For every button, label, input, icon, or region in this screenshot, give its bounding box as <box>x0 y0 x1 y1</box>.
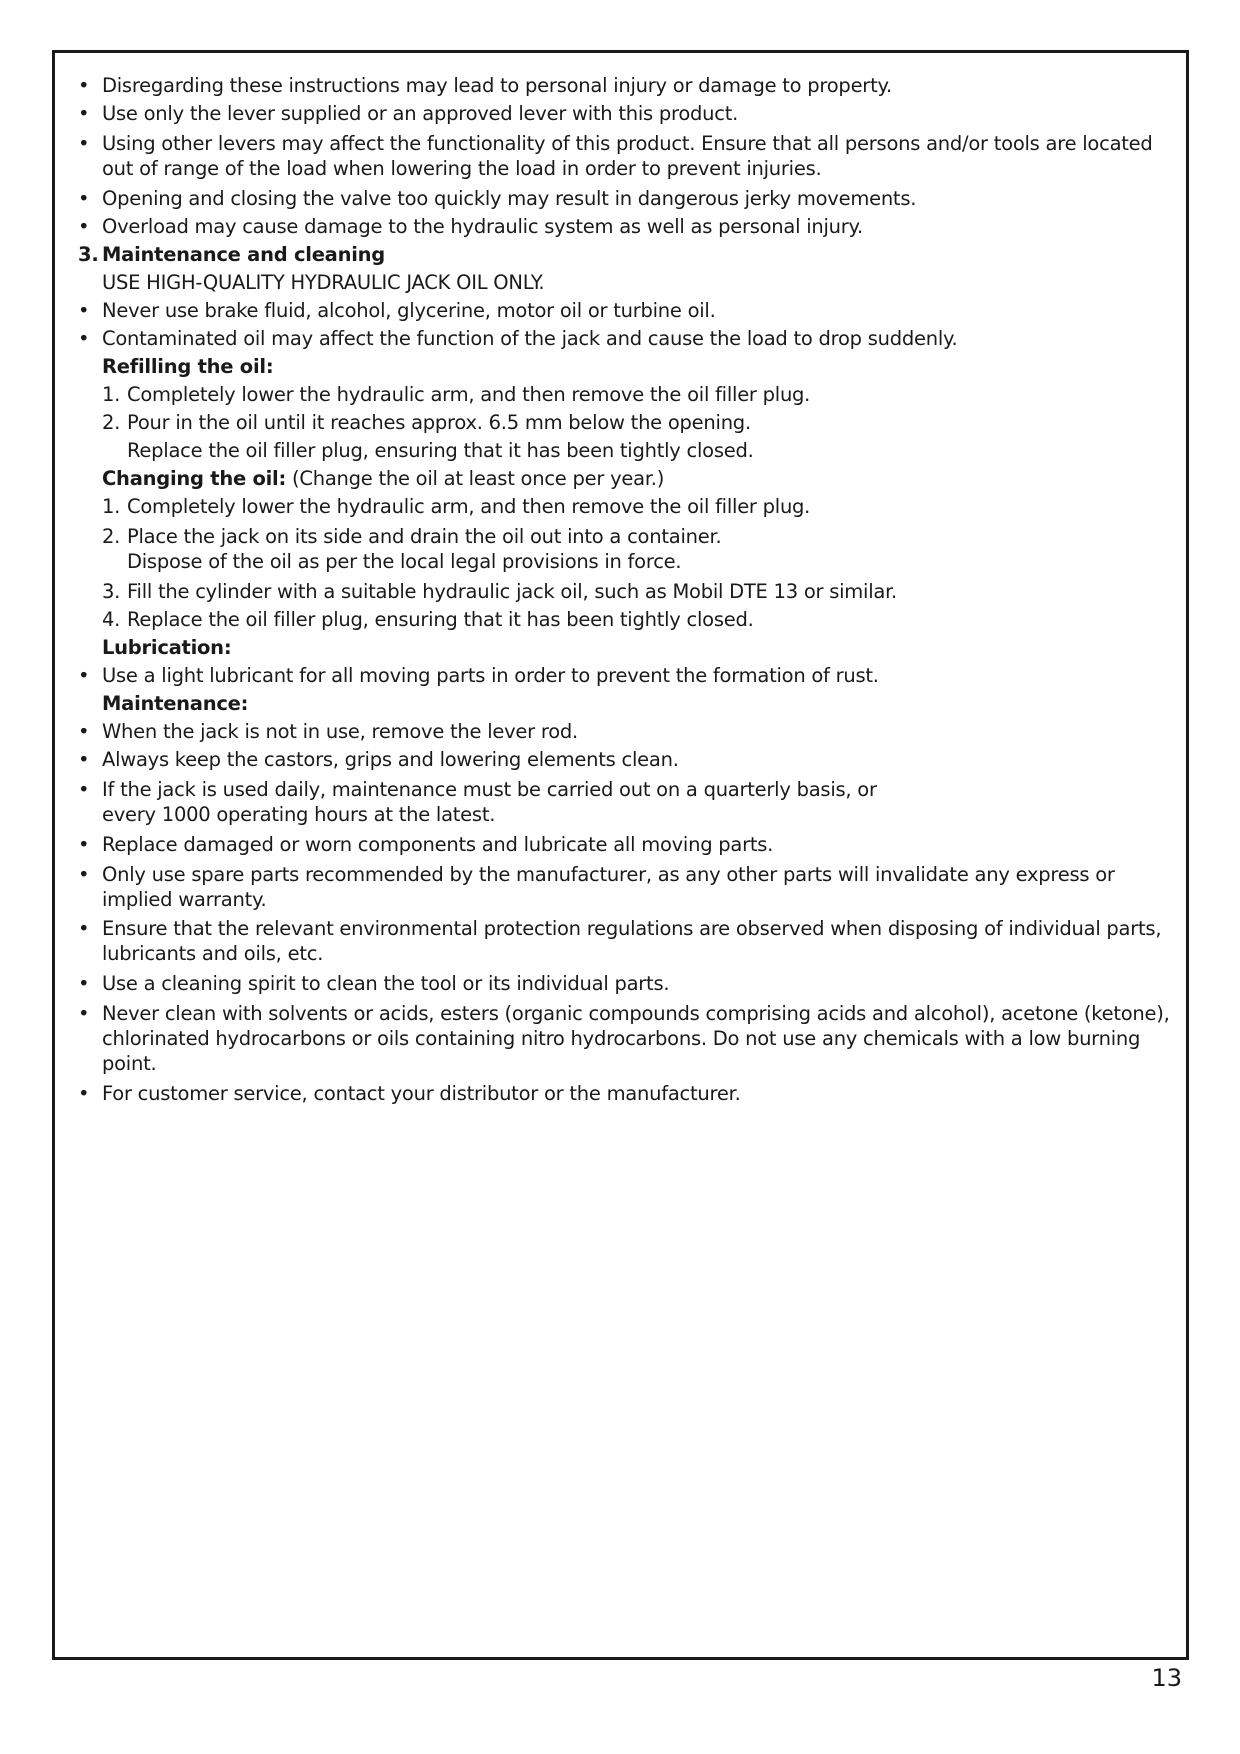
numbered-step <box>73 524 1173 549</box>
list-item-text: Contaminated oil may affect the function of the jack and cause the load to drop suddenly. <box>102 327 958 350</box>
list-item <box>73 100 1173 128</box>
list-item-text: Disregarding these instructions may lead to personal injury or damage to property. <box>102 74 892 97</box>
bullet-dot: • <box>78 778 90 801</box>
bullet-dot: • <box>78 187 90 210</box>
step-continuation: Replace the oil filler plug, ensuring that it has been tightly closed. <box>127 439 754 462</box>
numbered-step <box>73 409 1173 437</box>
bullet-dot: • <box>78 1002 90 1025</box>
step-number: 3. <box>102 580 121 603</box>
step-text: Place the jack on its side and drain the oil out into a container. <box>127 525 722 548</box>
bullet-dot: • <box>78 917 90 940</box>
bullet-dot: • <box>78 664 90 687</box>
list-item <box>73 1080 1173 1108</box>
list-item-text: Only use spare parts recommended by the manufacturer, as any other parts will invalidate any express or implied warranty. <box>102 863 1115 911</box>
list-item-text: If the jack is used daily, maintenance must be carried out on a quarterly basis, or every 1000 operating hours at the latest. <box>102 778 877 826</box>
list-item-text: Opening and closing the valve too quickly may result in dangerous jerky movements. <box>102 187 917 210</box>
list-item <box>73 916 1173 966</box>
bullet-dot: • <box>78 863 90 886</box>
changing-heading-line <box>73 465 1173 493</box>
list-item <box>73 662 1173 690</box>
list-item <box>73 185 1173 213</box>
list-item-text: Never use brake fluid, alcohol, glycerine, motor oil or turbine oil. <box>102 299 716 322</box>
maintenance-heading: Maintenance: <box>102 692 249 715</box>
bullet-dot: • <box>78 132 90 155</box>
step-text: Pour in the oil until it reaches approx. 6.5 mm below the opening. <box>127 411 751 434</box>
bullet-dot: • <box>78 102 90 125</box>
numbered-step <box>73 493 1173 521</box>
list-item <box>73 777 1173 827</box>
step-text: Replace the oil filler plug, ensuring that it has been tightly closed. <box>127 608 754 631</box>
bullet-dot: • <box>78 833 90 856</box>
step-number: 2. <box>102 411 121 434</box>
bullet-dot: • <box>78 748 90 771</box>
numbered-step <box>73 578 1173 606</box>
list-item-text: Using other levers may affect the functionality of this product. Ensure that all persons and/or tools are located out of range of the load when lowering the load in order to prevent injuries. <box>102 132 1153 180</box>
list-item <box>73 72 1173 100</box>
step-text: Completely lower the hydraulic arm, and then remove the oil filler plug. <box>127 383 811 406</box>
list-item-text: Never clean with solvents or acids, esters (organic compounds comprising acids and alcohol), acetone (ketone), chlorinated hydrocarbons or oils containing nitro hydrocarbons. Do not use any chemicals with a low burning point. <box>102 1002 1170 1075</box>
step-number: 1. <box>102 495 121 518</box>
changing-note: (Change the oil at least once per year.) <box>286 467 665 490</box>
list-item-text: Ensure that the relevant environmental protection regulations are observed when disposing of individual parts, lubricants and oils, etc. <box>102 917 1162 965</box>
list-item <box>73 297 1173 325</box>
page-number: 13 <box>1151 1664 1182 1692</box>
section-number: 3. <box>78 243 99 266</box>
list-item <box>73 718 1173 746</box>
list-item <box>73 970 1173 998</box>
list-item <box>73 862 1173 912</box>
section-heading <box>73 241 1173 269</box>
list-item-text: When the jack is not in use, remove the lever rod. <box>102 720 578 743</box>
list-item-text: For customer service, contact your distributor or the manufacturer. <box>102 1082 741 1105</box>
bullet-dot: • <box>78 327 90 350</box>
list-item <box>73 131 1173 181</box>
bullet-dot: • <box>78 215 90 238</box>
list-item <box>73 213 1173 241</box>
step-number: 4. <box>102 608 121 631</box>
page-content <box>73 72 1173 1108</box>
list-item-text: Always keep the castors, grips and lowering elements clean. <box>102 748 679 771</box>
list-item-text: Overload may cause damage to the hydraulic system as well as personal injury. <box>102 215 863 238</box>
step-text: Completely lower the hydraulic arm, and then remove the oil filler plug. <box>127 495 811 518</box>
changing-heading: Changing the oil: <box>102 467 287 490</box>
bullet-dot: • <box>78 720 90 743</box>
step-number: 1. <box>102 383 121 406</box>
bullet-dot: • <box>78 1082 90 1105</box>
list-item <box>73 325 1173 353</box>
list-item-text: Use a light lubricant for all moving parts in order to prevent the formation of rust. <box>102 664 879 687</box>
list-item <box>73 746 1173 774</box>
lubrication-heading: Lubrication: <box>102 636 232 659</box>
numbered-step <box>73 381 1173 409</box>
list-item-text: Use a cleaning spirit to clean the tool or its individual parts. <box>102 972 670 995</box>
numbered-step <box>73 606 1173 634</box>
section-title: Maintenance and cleaning <box>102 243 385 266</box>
step-text: Fill the cylinder with a suitable hydraulic jack oil, such as Mobil DTE 13 or similar. <box>127 580 897 603</box>
list-item <box>73 1001 1173 1076</box>
list-item-text: Use only the lever supplied or an approved lever with this product. <box>102 102 739 125</box>
list-item-text: Replace damaged or worn components and lubricate all moving parts. <box>102 833 774 856</box>
step-continuation: Dispose of the oil as per the local legal provisions in force. <box>127 550 682 573</box>
oil-notice: USE HIGH-QUALITY HYDRAULIC JACK OIL ONLY. <box>102 271 545 294</box>
bullet-dot: • <box>78 299 90 322</box>
list-item <box>73 831 1173 859</box>
bullet-dot: • <box>78 74 90 97</box>
refilling-heading: Refilling the oil: <box>102 355 274 378</box>
bullet-dot: • <box>78 972 90 995</box>
step-number: 2. <box>102 525 121 548</box>
